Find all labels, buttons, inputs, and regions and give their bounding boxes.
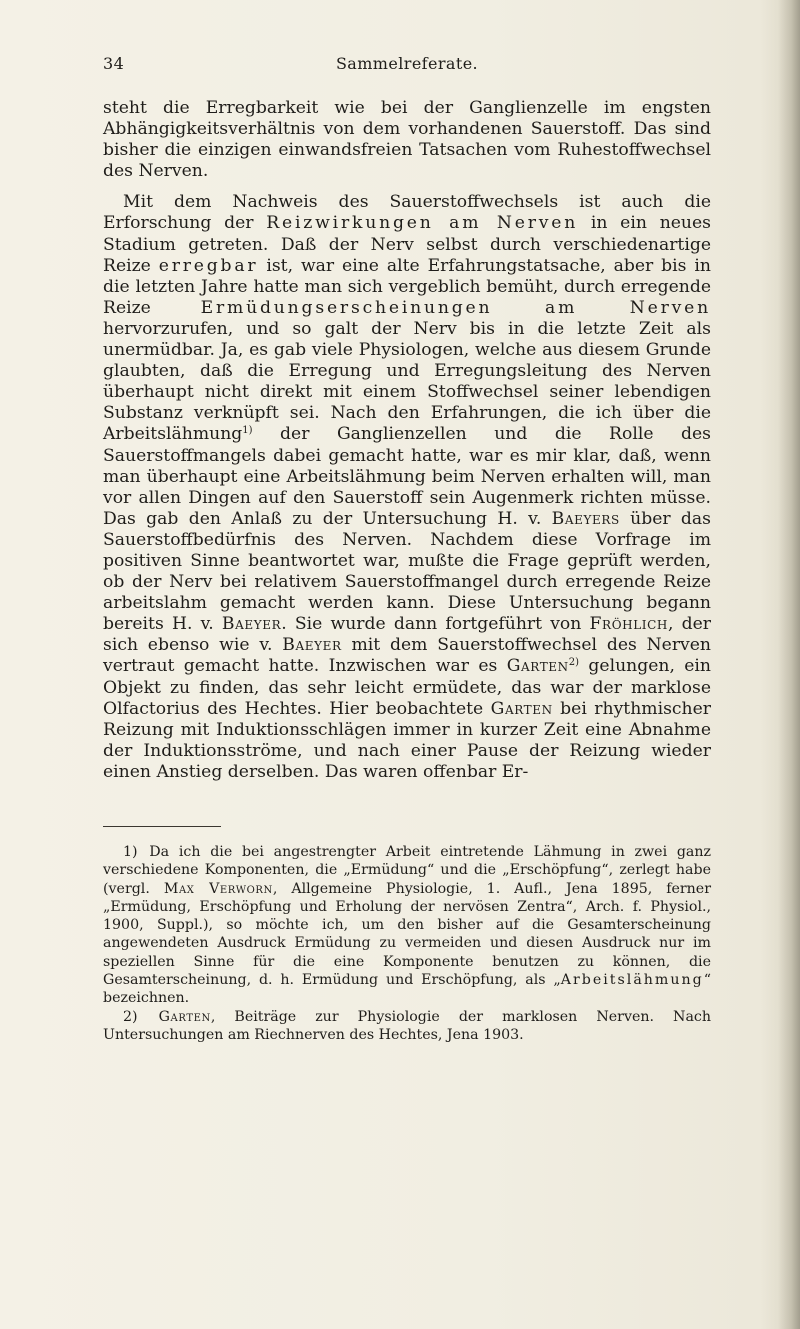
author-name: Fröhlich bbox=[589, 614, 668, 635]
emphasis-spaced: Ermüdungserscheinungen am Nerven bbox=[200, 297, 711, 318]
paragraph-1: steht die Erregbarkeit wie bei der Ganglienzelle im engsten Abhängigkeitsverhältnis von dem vorhandenen Sauerstoff. Das sind bisher die einzigen einwandsfreien Tatsachen vom Ruhestoffwechsel des Nerven. bbox=[103, 98, 711, 182]
author-name: Baeyer bbox=[282, 635, 342, 656]
text-run: hervorzurufen, und so galt der Nerv bis in die letzte Zeit als unermüdbar. Ja, es gab viele Physiologen, welche aus diesem Grunde glaubten, daß die Erregung und Erregungsleitung des Nerven überhaupt nicht direkt mit einem Stoffwechsel seiner lebendigen Substanz verknüpft sei. Nach den Erfahrungen, die ich über die Arbeitslähmung bbox=[103, 318, 711, 445]
emphasis-spaced: Arbeitslähmung bbox=[560, 972, 704, 989]
text-run: über das Sauerstoffbedürfnis des Nerven. Nachdem diese Vorfrage im positiven Sinne beantwortet war, mußte die Frage geprüft werden, ob der Nerv bei relativem Sauerstoffmangel durch erregende Reize arbeitslahm gemacht werden kann. Diese Untersuchung begann bereits H. v. bbox=[103, 508, 711, 635]
running-head: Sammelreferate. bbox=[335, 54, 479, 73]
text-run: der Ganglienzellen und die Rolle des Sauerstoffmangels dabei gemacht hatte, war es mir klar, daß, wenn man überhaupt eine Arbeitslähmung beim Nerven erhalten will, man vor allen Dingen auf den Sauerstoff sein Augenmerk richten müsse. Das gab den Anlaß zu der Untersuchung H. v. bbox=[103, 424, 711, 529]
text-run: in ein neues Stadium getreten. Daß der Nerv selbst durch verschiedenartige Reize bbox=[103, 213, 711, 276]
paragraph-2 bbox=[103, 192, 711, 783]
footnote-marker: 1) bbox=[123, 844, 138, 860]
text-run: mit dem Sauerstoffwechsel des Nerven vertraut gemacht hatte. Inzwischen war es bbox=[103, 635, 711, 677]
footnote-1 bbox=[103, 843, 711, 1008]
text-run: , der sich ebenso wie v. bbox=[103, 614, 711, 656]
text-run: gelungen, ein Objekt zu finden, das sehr leicht ermüdete, das war der marklose Olfactorius des Hechtes. Hier beobachtete bbox=[103, 656, 712, 719]
emphasis-spaced: erregbar bbox=[158, 255, 259, 276]
page-edge-shadow bbox=[778, 0, 800, 1329]
footnote-divider bbox=[103, 826, 221, 827]
text-run: , Beiträge zur Physiologie der marklosen Nerven. Nach Untersuchungen am Riechnerven des Hechtes, Jena 1903. bbox=[103, 1008, 711, 1043]
footnote-ref-2: 2) bbox=[568, 657, 580, 669]
emphasis-spaced: Reizwirkungen am Nerven bbox=[266, 213, 579, 234]
author-name: Baeyer bbox=[221, 614, 282, 635]
author-name: Max Verworn bbox=[163, 880, 273, 897]
footnote-2 bbox=[103, 1008, 711, 1045]
text-run: bei rhythmischer Reizung mit Induktionsschlägen immer in kurzer Zeit eine Abnahme der Induktionsströme, und nach einer Pause der Reizung wieder einen Anstieg derselben. Das waren offenbar Er- bbox=[103, 698, 711, 782]
text-run: “ bezeichnen. bbox=[103, 972, 711, 1007]
author-name: Garten bbox=[490, 698, 553, 719]
text-run: , Allgemeine Physiologie, 1. Aufl., Jena 1895, ferner „Ermüdung, Erschöpfung und Erholung der nervösen Zentra“, Arch. f. Physiol., 1900, Suppl.), so möchte ich, um den bisher auf die Gesamterscheinung angewendeten Ausdruck Ermüdung zu vermeiden und diesen Ausdruck nur im speziellen Sinne für die eine Komponente benutzen zu können, die Gesamterscheinung, d. h. Ermüdung und Erschöpfung, als „ bbox=[103, 880, 711, 989]
main-text bbox=[103, 98, 711, 783]
text-run: Mit dem Nachweis des Sauerstoffwechsels ist auch die Erforschung der bbox=[103, 192, 711, 234]
text-run: ist, war eine alte Erfahrungstatsache, aber bis in die letzten Jahre hatte man sich vergeblich bemüht, durch erregende Reize bbox=[103, 255, 711, 318]
text-run: . Sie wurde dann fortgeführt von bbox=[281, 614, 590, 635]
footnote-ref-1: 1) bbox=[242, 425, 253, 437]
author-name: Garten bbox=[506, 656, 569, 677]
footnotes bbox=[103, 843, 711, 1044]
author-name: Garten bbox=[158, 1008, 211, 1025]
footnote-marker: 2) bbox=[123, 1008, 138, 1025]
page-header bbox=[103, 54, 711, 78]
author-name: Baeyers bbox=[551, 508, 620, 529]
text-run: Da ich die bei angestrengter Arbeit eintretende Lähmung in zwei ganz verschiedene Komponenten, die „Ermüdung“ und die „Erschöpfung“, zerlegt habe (vergl. bbox=[103, 844, 711, 897]
page-number: 34 bbox=[103, 54, 125, 73]
